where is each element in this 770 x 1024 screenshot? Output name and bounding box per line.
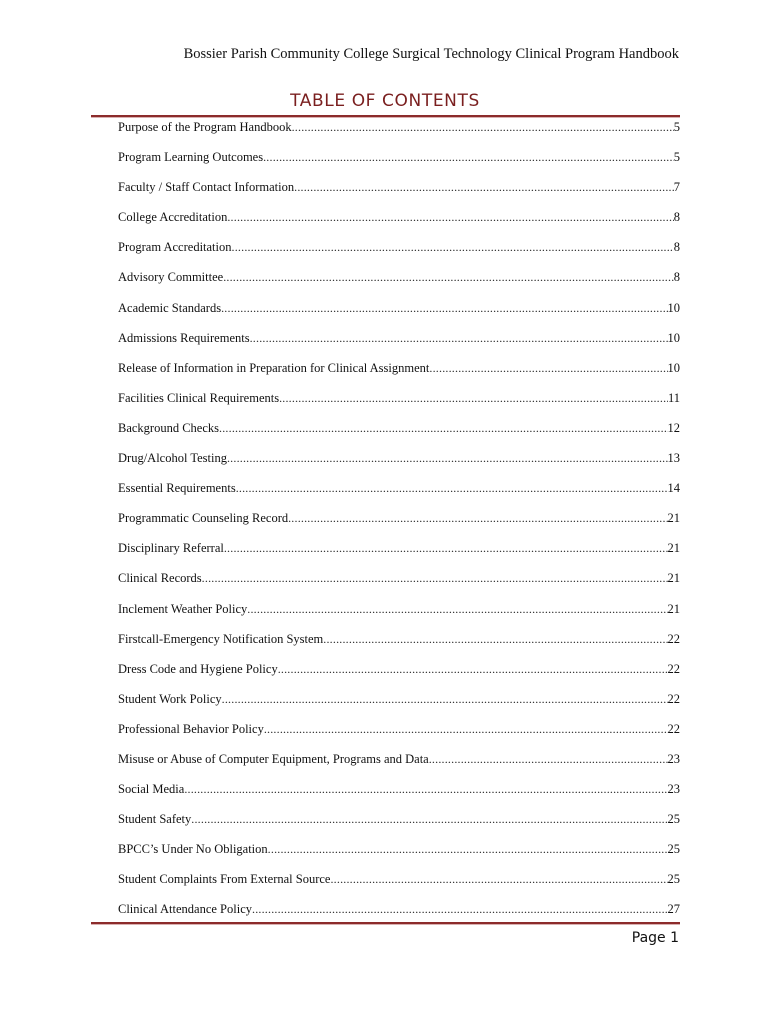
- toc-entry-label: Clinical Attendance Policy: [118, 902, 252, 917]
- toc-entry-label: Purpose of the Program Handbook: [118, 120, 292, 134]
- toc-entry-page-number: 10: [667, 330, 680, 345]
- dot-leader: [323, 632, 667, 647]
- bottom-divider: [91, 922, 680, 925]
- toc-entry[interactable]: [118, 331, 680, 361]
- toc-entry-page-number: 22: [667, 721, 680, 736]
- toc-entry-page-number: 21: [667, 541, 680, 556]
- toc-entry-label: Program Learning Outcomes: [118, 150, 264, 165]
- toc-entry-page-number: 8: [673, 240, 680, 255]
- dot-leader: [278, 662, 668, 677]
- toc-entry-page-number: 10: [667, 360, 680, 375]
- toc-entry-page-number: 14: [667, 481, 680, 496]
- toc-entry-label: Faculty / Staff Contact Information: [118, 180, 295, 195]
- toc-entry[interactable]: [118, 842, 680, 872]
- toc-entry[interactable]: [118, 451, 680, 481]
- toc-entry-page-number: 23: [667, 782, 680, 797]
- dot-leader: [227, 451, 668, 466]
- toc-entry-page-number: 25: [667, 812, 680, 827]
- dot-leader: [250, 331, 668, 346]
- toc-entry-page-number: 27: [667, 902, 680, 917]
- page-number: Page 1: [631, 930, 679, 946]
- toc-entry-label: Facilities Clinical Requirements: [118, 390, 280, 405]
- dot-leader: [184, 782, 667, 797]
- toc-entry[interactable]: [118, 571, 680, 601]
- toc-entry-label: Admissions Requirements: [118, 330, 250, 345]
- dot-leader: [252, 902, 668, 917]
- toc-entry[interactable]: [118, 270, 680, 300]
- toc-entry-label: Release of Information in Preparation for Clinical Assignment: [118, 360, 430, 375]
- toc-entry-page-number: 13: [667, 451, 680, 466]
- toc-entry[interactable]: [118, 541, 680, 571]
- toc-entry-page-number: 10: [667, 300, 680, 315]
- toc-entry[interactable]: [118, 902, 680, 932]
- toc-entry-label: Program Accreditation: [118, 240, 232, 255]
- dot-leader: [227, 210, 673, 225]
- toc-entry[interactable]: [118, 752, 680, 782]
- toc-entry[interactable]: [118, 692, 680, 722]
- toc-entry[interactable]: [118, 180, 680, 210]
- toc-entry-label: Firstcall-Emergency Notification System: [118, 631, 324, 646]
- toc-entry-label: Programmatic Counseling Record: [118, 511, 289, 526]
- toc-entry[interactable]: [118, 632, 680, 662]
- table-of-contents: [118, 120, 680, 933]
- toc-entry[interactable]: [118, 120, 680, 150]
- toc-entry-page-number: 7: [673, 180, 680, 195]
- toc-entry-page-number: 25: [667, 842, 680, 857]
- toc-entry-page-number: 5: [673, 120, 680, 134]
- toc-entry-label: Disciplinary Referral: [118, 541, 224, 556]
- toc-entry-page-number: 22: [667, 631, 680, 646]
- dot-leader: [268, 842, 668, 857]
- toc-title: TABLE OF CONTENTS: [290, 91, 480, 111]
- dot-leader: [219, 421, 667, 436]
- toc-entry[interactable]: [118, 511, 680, 541]
- dot-leader: [288, 511, 667, 526]
- toc-entry[interactable]: [118, 240, 680, 270]
- toc-entry-page-number: 22: [667, 661, 680, 676]
- dot-leader: [294, 180, 674, 195]
- toc-entry-label: Student Safety: [118, 812, 192, 827]
- toc-entry-label: College Accreditation: [118, 210, 228, 225]
- toc-entry[interactable]: [118, 391, 680, 421]
- toc-entry[interactable]: [118, 872, 680, 902]
- dot-leader: [330, 872, 667, 887]
- toc-entry-label: Clinical Records: [118, 571, 202, 586]
- toc-entry-page-number: 8: [673, 270, 680, 285]
- dot-leader: [222, 692, 668, 707]
- toc-entry-page-number: 21: [667, 601, 680, 616]
- toc-entry-label: Background Checks: [118, 420, 220, 435]
- toc-entry-label: Advisory Committee: [118, 270, 224, 285]
- dot-leader: [247, 602, 667, 617]
- toc-entry-page-number: 25: [667, 872, 680, 887]
- toc-entry-page-number: 21: [667, 571, 680, 586]
- top-divider: [91, 115, 680, 118]
- toc-entry-label: Student Work Policy: [118, 691, 222, 706]
- toc-entry[interactable]: [118, 782, 680, 812]
- toc-entry[interactable]: [118, 301, 680, 331]
- dot-leader: [429, 361, 667, 376]
- toc-entry[interactable]: [118, 150, 680, 180]
- toc-entry[interactable]: [118, 662, 680, 692]
- toc-entry[interactable]: [118, 210, 680, 240]
- dot-leader: [264, 722, 668, 737]
- dot-leader: [224, 541, 668, 556]
- running-header: Bossier Parish Community College Surgical Technology Clinical Program Handbook: [183, 46, 679, 62]
- toc-entry-label: Inclement Weather Policy: [118, 601, 248, 616]
- toc-entry-page-number: 23: [667, 751, 680, 766]
- toc-entry-page-number: 11: [667, 390, 680, 405]
- dot-leader: [202, 571, 668, 586]
- toc-entry-label: Student Complaints From External Source: [118, 872, 331, 887]
- toc-entry-label: Professional Behavior Policy: [118, 721, 264, 736]
- toc-entry-label: Dress Code and Hygiene Policy: [118, 661, 278, 676]
- dot-leader: [191, 812, 667, 827]
- toc-entry-page-number: 8: [673, 210, 680, 225]
- toc-entry-label: Drug/Alcohol Testing: [118, 451, 227, 466]
- toc-entry-label: Misuse or Abuse of Computer Equipment, Programs and Data: [118, 751, 429, 766]
- dot-leader: [236, 481, 668, 496]
- toc-entry-page-number: 22: [667, 691, 680, 706]
- toc-entry[interactable]: [118, 481, 680, 511]
- dot-leader: [292, 120, 674, 135]
- toc-entry[interactable]: [118, 722, 680, 752]
- dot-leader: [232, 240, 674, 255]
- toc-entry-label: Social Media: [118, 782, 185, 797]
- toc-entry[interactable]: [118, 361, 680, 391]
- toc-entry-label: BPCC’s Under No Obligation: [118, 842, 268, 857]
- dot-leader: [221, 301, 667, 316]
- toc-entry-page-number: 12: [667, 420, 680, 435]
- toc-entry[interactable]: [118, 812, 680, 842]
- toc-entry[interactable]: [118, 421, 680, 451]
- dot-leader: [279, 391, 668, 406]
- toc-entry-page-number: 21: [667, 511, 680, 526]
- toc-entry[interactable]: [118, 602, 680, 632]
- dot-leader: [429, 752, 668, 767]
- toc-entry-label: Academic Standards: [118, 300, 222, 315]
- dot-leader: [223, 270, 674, 285]
- dot-leader: [263, 150, 674, 165]
- toc-entry-page-number: 5: [673, 150, 680, 165]
- toc-entry-label: Essential Requirements: [118, 481, 236, 496]
